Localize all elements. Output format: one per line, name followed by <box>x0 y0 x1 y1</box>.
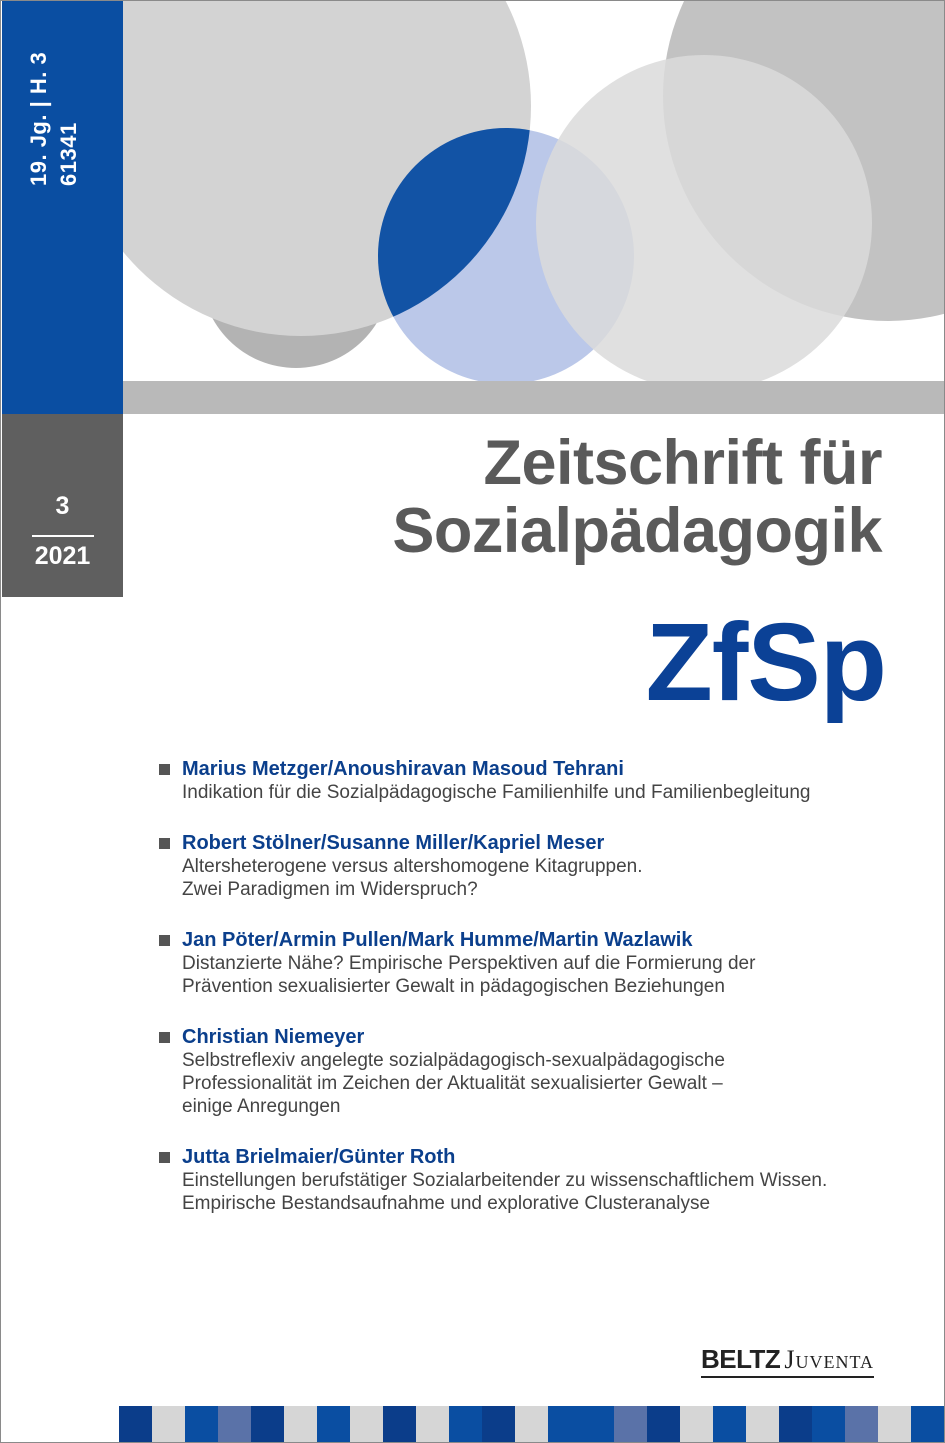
toc-entry <box>159 831 919 901</box>
journal-logo: ZfSp <box>645 601 886 724</box>
order-number: 61341 <box>56 122 81 186</box>
toc-title-line: Empirische Bestandsaufnahme und explorative Clusteranalyse <box>182 1193 711 1214</box>
title-line-1: Zeitschrift für <box>483 428 882 498</box>
journal-title <box>392 429 882 565</box>
toc-entry <box>159 1145 919 1215</box>
toc-authors: Marius Metzger/Anoushiravan Masoud Tehrani <box>182 758 624 780</box>
spine-text <box>24 52 84 186</box>
grey-band <box>123 381 944 414</box>
publisher-name-juventa: Juventa <box>784 1345 874 1374</box>
toc-authors: Robert Stölner/Susanne Miller/Kapriel Meser <box>182 832 605 854</box>
stripe-block <box>647 1406 680 1442</box>
publisher-name-beltz: BELTZ <box>700 1344 781 1374</box>
circle-artwork <box>1 1 944 414</box>
stripe-block <box>845 1406 878 1442</box>
bullet-square-icon <box>159 764 170 775</box>
stripe-block <box>185 1406 218 1442</box>
toc-entry <box>159 757 919 804</box>
toc-title-line: Altersheterogene versus altershomogene Kitagruppen. <box>182 856 643 877</box>
stripe-block <box>449 1406 482 1442</box>
stripe-block <box>548 1406 581 1442</box>
toc-authors: Jutta Brielmaier/Günter Roth <box>182 1146 456 1168</box>
bullet-square-icon <box>159 838 170 849</box>
issue-number: 3 <box>55 492 70 520</box>
bullet-square-icon <box>159 1152 170 1163</box>
issue-box <box>2 414 123 597</box>
stripe-block <box>317 1406 350 1442</box>
issue-year: 2021 <box>34 542 91 570</box>
bullet-square-icon <box>159 1032 170 1043</box>
stripe-block <box>713 1406 746 1442</box>
stripe-block <box>383 1406 416 1442</box>
stripe-block <box>812 1406 845 1442</box>
toc-title-line: Prävention sexualisierter Gewalt in pädagogischen Beziehungen <box>182 976 725 997</box>
toc-title-line: Einstellungen berufstätiger Sozialarbeitender zu wissenschaftlichem Wissen. <box>182 1170 828 1191</box>
stripe-block <box>746 1406 779 1442</box>
stripe-block <box>614 1406 647 1442</box>
toc-title-line: einige Anregungen <box>182 1096 341 1117</box>
toc-title-line: Selbstreflexiv angelegte sozialpädagogisch-sexualpädagogische <box>182 1050 725 1071</box>
stripe-block <box>482 1406 515 1442</box>
volume-issue: 19. Jg. | H. 3 <box>26 51 51 186</box>
title-line-2: Sozialpädagogik <box>392 496 882 566</box>
toc-title-line: Zwei Paradigmen im Widerspruch? <box>182 879 478 900</box>
spine-panel <box>2 1 123 414</box>
publisher-logo <box>701 1344 874 1375</box>
toc-title-line: Distanzierte Nähe? Empirische Perspektiven auf die Formierung der <box>182 953 756 974</box>
light-circle-right <box>536 55 872 391</box>
stripe-block <box>878 1406 911 1442</box>
toc-entry <box>159 928 919 998</box>
toc-title-line: Indikation für die Sozialpädagogische Familienhilfe und Familienbegleitung <box>182 782 811 803</box>
stripe-block <box>218 1406 251 1442</box>
toc-entry <box>159 1025 919 1118</box>
stripe-block <box>152 1406 185 1442</box>
color-stripe <box>119 1406 944 1442</box>
stripe-block <box>350 1406 383 1442</box>
table-of-contents <box>159 757 919 1215</box>
stripe-block <box>416 1406 449 1442</box>
stripe-block <box>779 1406 812 1442</box>
stripe-block <box>515 1406 548 1442</box>
stripe-block <box>581 1406 614 1442</box>
toc-authors: Jan Pöter/Armin Pullen/Mark Humme/Martin Wazlawik <box>182 929 693 951</box>
bullet-square-icon <box>159 935 170 946</box>
toc-title-line: Professionalität im Zeichen der Aktualität sexualisierter Gewalt – <box>182 1073 723 1094</box>
stripe-block <box>680 1406 713 1442</box>
stripe-block <box>284 1406 317 1442</box>
publisher-underline <box>701 1376 874 1378</box>
issue-divider <box>32 535 94 537</box>
stripe-block <box>911 1406 944 1442</box>
stripe-block <box>251 1406 284 1442</box>
toc-authors: Christian Niemeyer <box>182 1026 365 1048</box>
stripe-block <box>119 1406 152 1442</box>
